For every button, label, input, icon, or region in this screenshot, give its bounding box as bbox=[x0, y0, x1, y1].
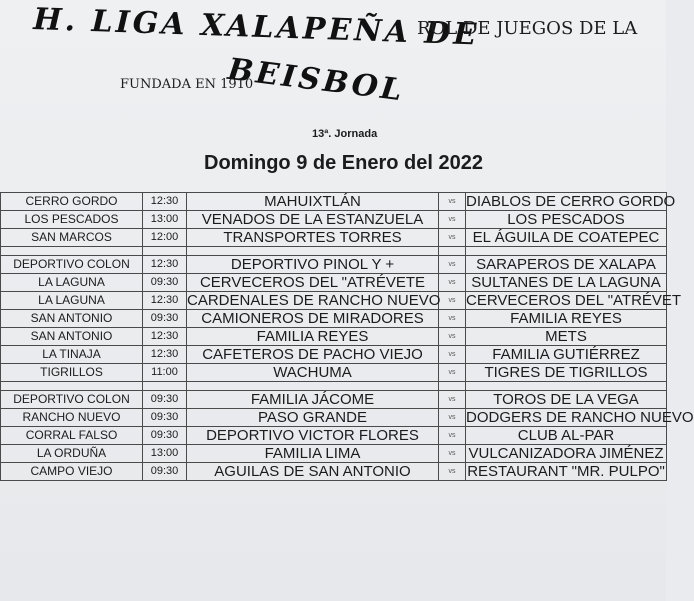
separator-cell bbox=[439, 382, 466, 391]
time-cell: 09:30 bbox=[143, 274, 187, 292]
away-team-cell: DIABLOS DE CERRO GORDO bbox=[466, 193, 676, 210]
away-team-cell: FAMILIA GUTIÉRREZ bbox=[466, 346, 667, 364]
game-row bbox=[1, 229, 667, 247]
venue-cell: CAMPO VIEJO bbox=[1, 463, 143, 481]
home-team-cell: AGUILAS DE SAN ANTONIO bbox=[187, 463, 439, 481]
time-cell: 09:30 bbox=[143, 310, 187, 328]
time-cell: 09:30 bbox=[143, 409, 187, 427]
game-row bbox=[1, 193, 667, 211]
vs-cell: vs bbox=[439, 193, 466, 211]
vs-cell: vs bbox=[439, 364, 466, 382]
venue-cell: DEPORTIVO COLON bbox=[1, 256, 143, 274]
games-table bbox=[0, 192, 694, 481]
time-cell: 13:00 bbox=[143, 445, 187, 463]
away-team-cell: SARAPEROS DE XALAPA bbox=[466, 256, 667, 274]
separator-cell bbox=[187, 382, 439, 391]
game-row bbox=[1, 391, 667, 409]
vs-cell: vs bbox=[439, 445, 466, 463]
venue-cell: LA ORDUÑA bbox=[1, 445, 143, 463]
home-team-cell: TRANSPORTES TORRES bbox=[187, 229, 439, 247]
separator-cell bbox=[143, 247, 187, 256]
round-label: 13ª. Jornada bbox=[312, 128, 378, 140]
venue-cell: CERRO GORDO bbox=[1, 193, 143, 211]
separator-cell bbox=[466, 382, 667, 391]
time-cell: 12:30 bbox=[143, 328, 187, 346]
game-row bbox=[1, 463, 667, 481]
vs-cell: vs bbox=[439, 310, 466, 328]
time-cell: 13:00 bbox=[143, 211, 187, 229]
vs-cell: vs bbox=[439, 211, 466, 229]
vs-cell: vs bbox=[439, 274, 466, 292]
venue-cell: SAN ANTONIO bbox=[1, 310, 143, 328]
home-team-cell: CARDENALES DE RANCHO NUEVO bbox=[187, 292, 441, 309]
vs-cell: vs bbox=[439, 427, 466, 445]
time-cell: 09:30 bbox=[143, 463, 187, 481]
game-row bbox=[1, 328, 667, 346]
vs-cell: vs bbox=[439, 292, 466, 310]
venue-cell: CORRAL FALSO bbox=[1, 427, 143, 445]
separator-cell bbox=[466, 247, 667, 256]
league-title-line1: H. LIGA XALAPEÑA DE bbox=[32, 2, 480, 53]
time-cell: 12:30 bbox=[143, 256, 187, 274]
venue-cell: TIGRILLOS bbox=[1, 364, 143, 382]
away-team-cell: CERVECEROS DEL "ATRÉVET bbox=[466, 292, 682, 309]
away-team-cell: LOS PESCADOS bbox=[466, 211, 667, 229]
home-team-cell: WACHUMA bbox=[187, 364, 439, 382]
venue-cell: SAN MARCOS bbox=[1, 229, 143, 247]
group-separator bbox=[1, 247, 667, 256]
game-row bbox=[1, 256, 667, 274]
time-cell: 09:30 bbox=[143, 391, 187, 409]
venue-cell: LOS PESCADOS bbox=[1, 211, 143, 229]
vs-cell: vs bbox=[439, 463, 466, 481]
time-cell: 09:30 bbox=[143, 427, 187, 445]
time-cell: 12:30 bbox=[143, 193, 187, 211]
vs-cell: vs bbox=[439, 346, 466, 364]
schedule-subtitle: ROL DE JUEGOS DE LA bbox=[417, 18, 638, 39]
time-cell: 12:30 bbox=[143, 346, 187, 364]
game-row bbox=[1, 427, 667, 445]
home-team-cell: PASO GRANDE bbox=[187, 409, 439, 427]
separator-cell bbox=[1, 247, 143, 256]
venue-cell: DEPORTIVO COLON bbox=[1, 391, 143, 409]
founded-text: FUNDADA EN 1910 bbox=[120, 77, 254, 92]
away-team-cell: CLUB AL-PAR bbox=[466, 427, 667, 445]
game-row bbox=[1, 409, 667, 427]
time-cell: 12:30 bbox=[143, 292, 187, 310]
league-title-line2: BEISBOL bbox=[225, 52, 407, 109]
home-team-cell: CAMIONEROS DE MIRADORES bbox=[187, 310, 439, 328]
separator-cell bbox=[143, 382, 187, 391]
vs-cell: vs bbox=[439, 256, 466, 274]
game-row bbox=[1, 292, 667, 310]
time-cell: 12:00 bbox=[143, 229, 187, 247]
vs-cell: vs bbox=[439, 328, 466, 346]
venue-cell: RANCHO NUEVO bbox=[1, 409, 143, 427]
away-team-cell: EL ÁGUILA DE COATEPEC bbox=[466, 229, 667, 247]
schedule-date: Domingo 9 de Enero del 2022 bbox=[204, 152, 483, 174]
game-row bbox=[1, 364, 667, 382]
home-team-cell: CAFETEROS DE PACHO VIEJO bbox=[187, 346, 439, 364]
away-team-cell: DODGERS DE RANCHO NUEVO bbox=[466, 409, 694, 426]
home-team-cell: VENADOS DE LA ESTANZUELA bbox=[187, 211, 439, 229]
home-team-cell: CERVECEROS DEL "ATRÉVETE bbox=[187, 274, 439, 292]
games-table-body bbox=[1, 193, 694, 481]
separator-cell bbox=[439, 247, 466, 256]
away-team-cell: TOROS DE LA VEGA bbox=[466, 391, 667, 409]
home-team-cell: FAMILIA LIMA bbox=[187, 445, 439, 463]
venue-cell: LA TINAJA bbox=[1, 346, 143, 364]
game-row bbox=[1, 211, 667, 229]
vs-cell: vs bbox=[439, 391, 466, 409]
away-team-cell: TIGRES DE TIGRILLOS bbox=[466, 364, 667, 382]
home-team-cell: FAMILIA JÁCOME bbox=[187, 391, 439, 409]
away-team-cell: RESTAURANT "MR. PULPO" bbox=[467, 463, 665, 480]
home-team-cell: DEPORTIVO PINOL Y + bbox=[187, 256, 439, 274]
game-row bbox=[1, 274, 667, 292]
venue-cell: LA LAGUNA bbox=[1, 292, 143, 310]
home-team-cell: FAMILIA REYES bbox=[187, 328, 439, 346]
separator-cell bbox=[187, 247, 439, 256]
time-cell: 11:00 bbox=[143, 364, 187, 382]
away-team-cell: FAMILIA REYES bbox=[466, 310, 667, 328]
venue-cell: LA LAGUNA bbox=[1, 274, 143, 292]
vs-cell: vs bbox=[439, 229, 466, 247]
vs-cell: vs bbox=[439, 409, 466, 427]
separator-cell bbox=[1, 382, 143, 391]
away-team-cell: SULTANES DE LA LAGUNA bbox=[466, 274, 667, 292]
away-team-cell: METS bbox=[466, 328, 667, 346]
game-row bbox=[1, 346, 667, 364]
game-row bbox=[1, 310, 667, 328]
home-team-cell: DEPORTIVO VICTOR FLORES bbox=[187, 427, 439, 445]
venue-cell: SAN ANTONIO bbox=[1, 328, 143, 346]
group-separator bbox=[1, 382, 667, 391]
game-row bbox=[1, 445, 667, 463]
home-team-cell: MAHUIXTLÁN bbox=[187, 193, 439, 211]
away-team-cell: VULCANIZADORA JIMÉNEZ bbox=[466, 445, 667, 463]
